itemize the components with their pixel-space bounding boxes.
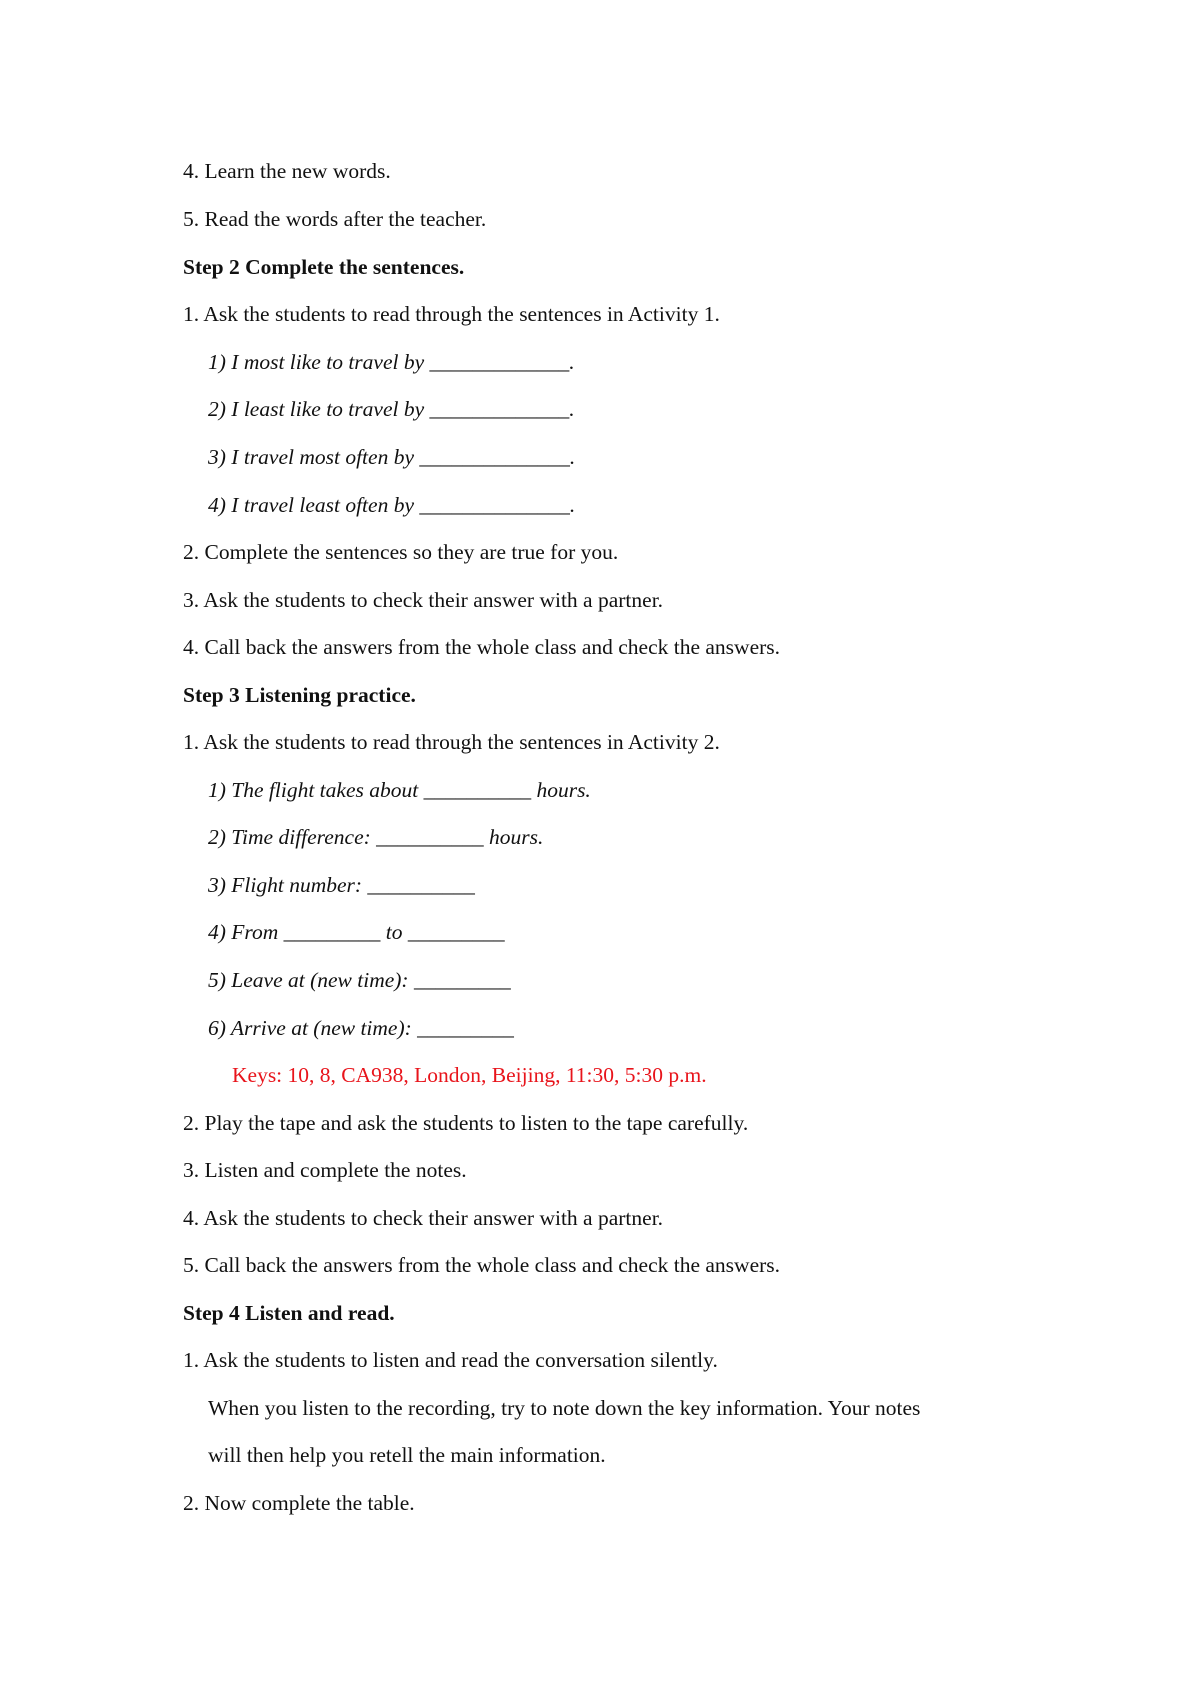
step2-item-4: 4. Call back the answers from the whole class and check the answers. xyxy=(183,635,781,659)
step3-answer-keys: Keys: 10, 8, CA938, London, Beijing, 11:30, 5:30 p.m. xyxy=(232,1063,707,1087)
step1-item-4: 4. Learn the new words. xyxy=(183,159,391,183)
step3-item-4: 4. Ask the students to check their answer with a partner. xyxy=(183,1206,664,1230)
step2-item-3: 3. Ask the students to check their answer with a partner. xyxy=(183,588,664,612)
step2-item-2: 2. Complete the sentences so they are true for you. xyxy=(183,540,619,564)
step4-item-2: 2. Now complete the table. xyxy=(183,1491,415,1515)
step2-sentence-3: 3) I travel most often by ______________. xyxy=(208,445,576,469)
step2-heading: Step 2 Complete the sentences. xyxy=(183,255,465,279)
step2-sentence-1: 1) I most like to travel by _____________. xyxy=(208,350,575,374)
step4-heading: Step 4 Listen and read. xyxy=(183,1301,395,1325)
step3-sentence-1: 1) The flight takes about __________ hours. xyxy=(208,778,591,802)
step4-item-1: 1. Ask the students to listen and read the conversation silently. xyxy=(183,1348,718,1372)
step4-paragraph-line-2: will then help you retell the main information. xyxy=(208,1443,606,1467)
step1-item-5: 5. Read the words after the teacher. xyxy=(183,207,487,231)
step2-item-1: 1. Ask the students to read through the sentences in Activity 1. xyxy=(183,302,720,326)
step2-sentence-2: 2) I least like to travel by _____________. xyxy=(208,397,575,421)
step3-sentence-4: 4) From _________ to _________ xyxy=(208,920,505,944)
step3-sentence-5: 5) Leave at (new time): _________ xyxy=(208,968,511,992)
step4-paragraph-line-1: When you listen to the recording, try to note down the key information. Your notes xyxy=(208,1396,921,1420)
step3-heading: Step 3 Listening practice. xyxy=(183,683,416,707)
step3-sentence-2: 2) Time difference: __________ hours. xyxy=(208,825,544,849)
step3-item-5: 5. Call back the answers from the whole class and check the answers. xyxy=(183,1253,781,1277)
step3-item-2: 2. Play the tape and ask the students to listen to the tape carefully. xyxy=(183,1111,749,1135)
step3-item-1: 1. Ask the students to read through the sentences in Activity 2. xyxy=(183,730,720,754)
step3-sentence-3: 3) Flight number: __________ xyxy=(208,873,475,897)
step2-sentence-4: 4) I travel least often by ______________. xyxy=(208,493,576,517)
step3-item-3: 3. Listen and complete the notes. xyxy=(183,1158,467,1182)
step3-sentence-6: 6) Arrive at (new time): _________ xyxy=(208,1016,514,1040)
